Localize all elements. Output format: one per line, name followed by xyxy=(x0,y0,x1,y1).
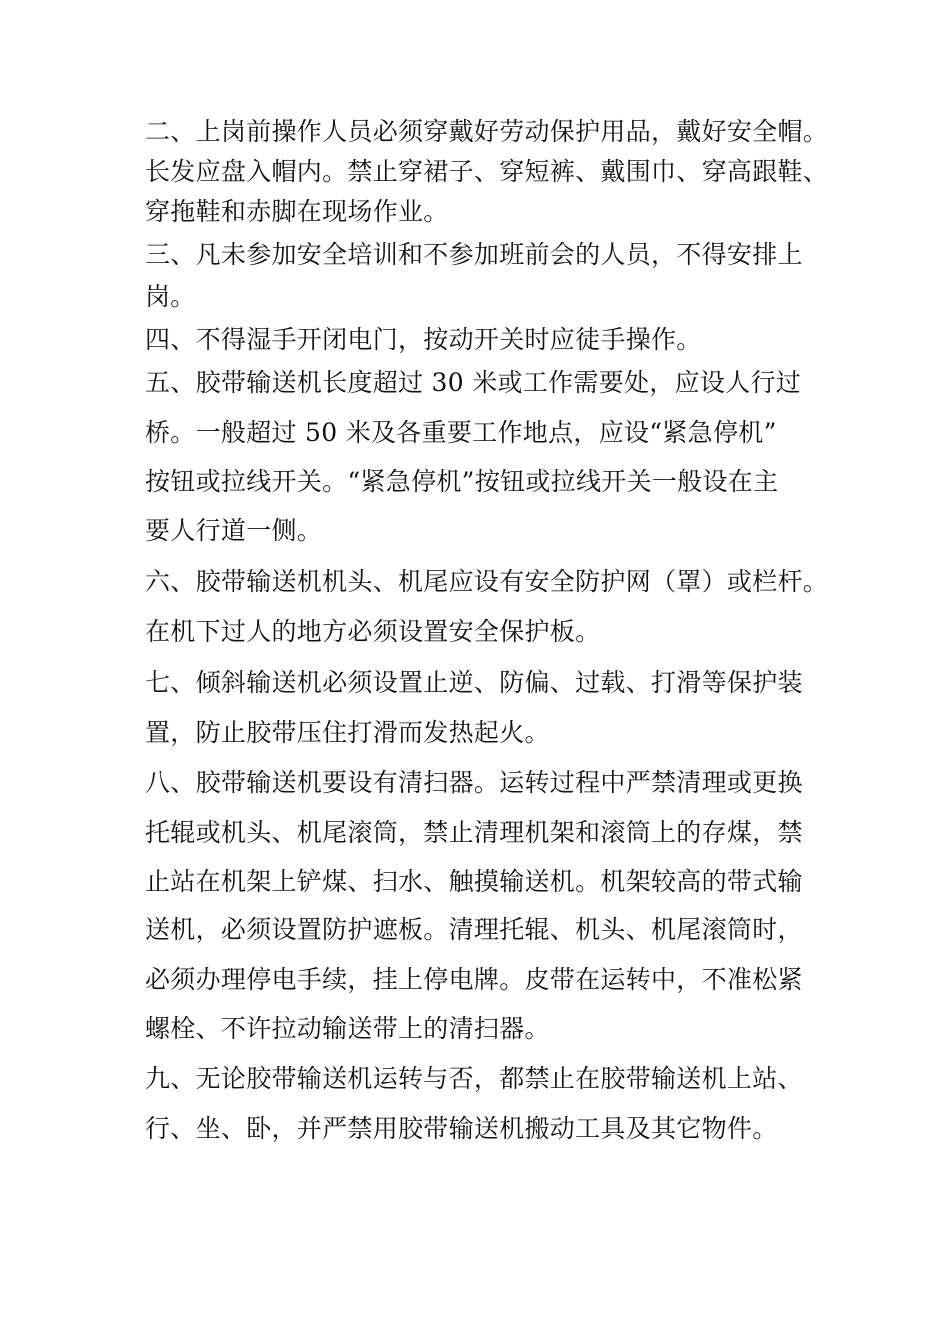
text-line: 七、倾斜输送机必须设置止逆、防偏、过载、打滑等保护装 xyxy=(145,668,803,697)
text-line: 螺栓、不许拉动输送带上的清扫器。 xyxy=(145,1014,550,1043)
text-line: 九、无论胶带输送机运转与否，都禁止在胶带输送机上站、 xyxy=(145,1064,803,1093)
text-line: 在机下过人的地方必须设置安全保护板。 xyxy=(145,617,601,646)
text-line: 三、凡未参加安全培训和不参加班前会的人员，不得安排上 xyxy=(145,240,803,269)
text-line: 四、不得湿手开闭电门，按动开关时应徒手操作。 xyxy=(145,325,702,354)
text-line: 置，防止胶带压住打滑而发热起火。 xyxy=(145,718,550,747)
text-line: 托辊或机头、机尾滚筒，禁止清理机架和滚筒上的存煤，禁 xyxy=(145,818,803,847)
text-line: 五、胶带输送机长度超过 30 米或工作需要处，应设人行过 xyxy=(145,368,802,397)
text-line: 行、坐、卧，并严禁用胶带输送机搬动工具及其它物件。 xyxy=(145,1114,778,1143)
text-line: 必须办理停电手续，挂上停电牌。皮带在运转中，不准松紧 xyxy=(145,965,803,994)
text-line: 要人行道一侧。 xyxy=(145,516,323,545)
text-line: 岗。 xyxy=(145,282,196,311)
text-line: 按钮或拉线开关。“紧急停机”按钮或拉线开关一般设在主 xyxy=(145,467,779,496)
text-line: 六、胶带输送机机头、机尾应设有安全防护网（罩）或栏杆。 xyxy=(145,567,829,596)
text-line: 止站在机架上铲煤、扫水、触摸输送机。机架较高的带式输 xyxy=(145,867,803,896)
text-line: 长发应盘入帽内。禁止穿裙子、穿短裤、戴围巾、穿高跟鞋、 xyxy=(145,157,829,186)
text-line: 送机，必须设置防护遮板。清理托辊、机头、机尾滚筒时， xyxy=(145,915,803,944)
text-line: 桥。一般超过 50 米及各重要工作地点，应设“紧急停机” xyxy=(145,418,777,447)
text-line: 二、上岗前操作人员必须穿戴好劳动保护用品，戴好安全帽。 xyxy=(145,117,829,146)
text-line: 八、胶带输送机要设有清扫器。运转过程中严禁清理或更换 xyxy=(145,768,803,797)
text-line: 穿拖鞋和赤脚在现场作业。 xyxy=(145,197,449,226)
